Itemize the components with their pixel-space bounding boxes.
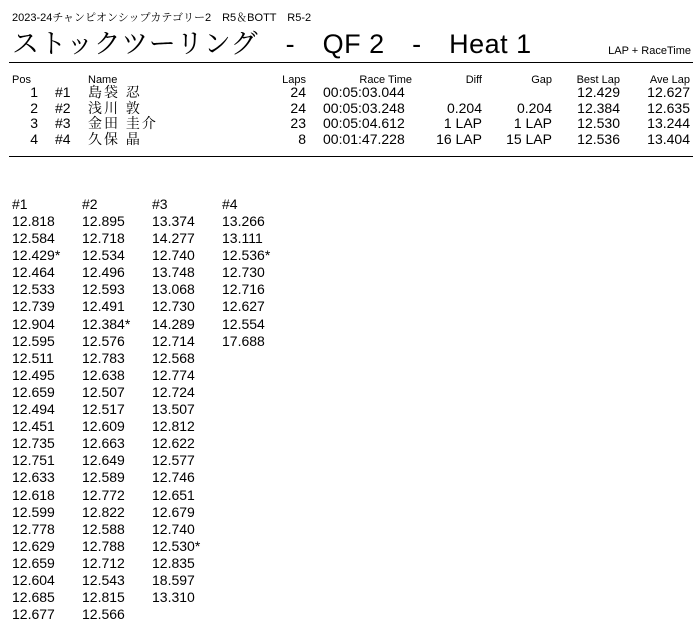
lap-time: 12.895	[82, 213, 125, 229]
lap-time: 12.712	[82, 554, 125, 571]
lap-time: 12.584	[12, 230, 55, 247]
result-gap: 15 LAP	[506, 130, 552, 147]
lap-time: 12.533	[12, 281, 55, 298]
result-ave-lap: 13.404	[647, 130, 690, 147]
lap-time: 12.783	[82, 349, 125, 366]
lap-time: 12.904	[12, 315, 55, 332]
result-gap: 1 LAP	[513, 115, 552, 131]
lap-time: 12.638	[82, 366, 125, 383]
lap-time: 12.618	[12, 486, 55, 503]
lap-time: 13.266	[222, 213, 265, 229]
lap-time: 13.310	[152, 589, 195, 606]
lap-column	[82, 196, 152, 623]
lap-time: 12.554	[222, 315, 265, 332]
result-race-time: 00:05:04.612	[323, 115, 405, 131]
lap-time: 12.651	[152, 486, 195, 503]
lap-time: 14.289	[152, 315, 195, 332]
result-race-time: 00:05:03.248	[323, 99, 405, 116]
result-race-time: 00:05:03.044	[323, 84, 405, 100]
lap-time: 12.739	[12, 298, 55, 315]
result-laps: 24	[290, 99, 306, 116]
lap-time: 12.609	[82, 418, 125, 435]
result-best-lap: 12.384	[577, 99, 620, 116]
result-diff: 0.204	[446, 99, 482, 116]
lap-time: 12.724	[152, 383, 195, 400]
lap-time: 12.491	[82, 298, 125, 315]
lap-time: 12.633	[12, 469, 55, 486]
result-pos: 1	[30, 84, 38, 100]
lap-time: 12.835	[152, 554, 195, 571]
result-row	[10, 85, 692, 101]
lap-column-header: #3	[152, 196, 168, 212]
result-pos: 2	[30, 99, 38, 116]
column-header-pos: Pos	[12, 74, 31, 86]
result-driver-name: 浅川 敦	[88, 99, 142, 116]
result-ave-lap: 13.244	[647, 115, 690, 131]
report-type-label: LAP + RaceTime	[608, 45, 691, 57]
result-race-time: 00:01:47.228	[323, 130, 405, 147]
lap-time: 12.536*	[222, 247, 271, 264]
lap-time: 12.629	[12, 537, 55, 554]
result-car-number: #3	[55, 115, 71, 131]
lap-time: 12.588	[82, 520, 125, 537]
lap-column-header: #4	[222, 196, 238, 212]
column-header-name: Name	[88, 74, 118, 86]
lap-time: 12.534	[82, 247, 125, 264]
result-driver-name: 島袋 忍	[88, 84, 142, 100]
results-table	[10, 71, 692, 147]
result-diff: 16 LAP	[436, 130, 482, 147]
result-best-lap: 12.530	[577, 115, 620, 131]
lap-time: 12.774	[152, 366, 195, 383]
lap-time: 13.507	[152, 401, 195, 418]
lap-time: 12.730	[152, 298, 195, 315]
lap-column-header: #1	[12, 196, 28, 212]
lap-time: 14.277	[152, 230, 195, 247]
lap-time: 12.818	[12, 213, 55, 229]
lap-time: 12.627	[222, 298, 265, 315]
lap-time: 18.597	[152, 571, 195, 588]
column-header-ave-lap: Ave Lap	[649, 74, 690, 86]
result-laps: 8	[298, 130, 306, 147]
lap-time: 12.495	[12, 366, 55, 383]
lap-time: 12.778	[12, 520, 55, 537]
lap-time: 12.566	[82, 606, 125, 623]
lap-time: 12.577	[152, 452, 195, 469]
results-bottom-rule	[9, 156, 693, 157]
lap-time: 12.718	[82, 230, 125, 247]
result-ave-lap: 12.627	[647, 84, 690, 100]
lap-time: 12.464	[12, 264, 55, 281]
lap-time: 12.659	[12, 383, 55, 400]
result-pos: 4	[30, 130, 38, 147]
lap-column	[12, 196, 82, 623]
lap-time: 12.812	[152, 418, 195, 435]
lap-time: 12.568	[152, 349, 195, 366]
lap-time: 12.740	[152, 247, 195, 264]
result-laps: 24	[290, 84, 306, 100]
lap-time: 13.068	[152, 281, 195, 298]
lap-time: 12.822	[82, 503, 125, 520]
lap-time: 12.679	[152, 503, 195, 520]
lap-time: 12.451	[12, 418, 55, 435]
lap-time: 12.772	[82, 486, 125, 503]
lap-time: 12.384*	[82, 315, 131, 332]
result-driver-name: 久保 晶	[88, 130, 142, 147]
lap-time: 12.530*	[152, 537, 201, 554]
lap-time: 12.659	[12, 554, 55, 571]
result-best-lap: 12.429	[577, 84, 620, 100]
lap-time: 17.688	[222, 332, 265, 349]
lap-time: 12.599	[12, 503, 55, 520]
lap-time: 12.716	[222, 281, 265, 298]
results-header-row	[10, 71, 692, 85]
lap-time: 12.511	[12, 349, 54, 366]
lap-time: 12.685	[12, 589, 55, 606]
result-pos: 3	[30, 115, 38, 131]
lap-time: 13.748	[152, 264, 195, 281]
lap-time: 12.649	[82, 452, 125, 469]
event-subtitle: 2023-24チャンピオンシップカテゴリー2 R5＆BOTT R5-2	[12, 12, 312, 24]
lap-time: 12.815	[82, 589, 125, 606]
result-row	[10, 132, 692, 148]
results-top-rule	[9, 62, 693, 63]
lap-time: 12.746	[152, 469, 195, 486]
lap-time: 12.663	[82, 435, 125, 452]
column-header-best-lap: Best Lap	[576, 74, 620, 86]
lap-column-header: #2	[82, 196, 98, 212]
result-gap: 0.204	[516, 99, 552, 116]
lap-time: 12.589	[82, 469, 125, 486]
result-laps: 23	[290, 115, 306, 131]
lap-time: 12.788	[82, 537, 125, 554]
result-car-number: #4	[55, 130, 71, 147]
column-header-gap: Gap	[531, 74, 552, 86]
result-driver-name: 金田 圭介	[88, 115, 158, 131]
lap-time: 12.604	[12, 571, 55, 588]
lap-time: 12.714	[152, 332, 195, 349]
lap-time: 13.111	[222, 230, 263, 247]
lap-time: 12.496	[82, 264, 125, 281]
result-diff: 1 LAP	[443, 115, 482, 131]
result-car-number: #1	[55, 84, 71, 100]
column-header-laps: Laps	[282, 74, 306, 86]
column-header-race-time: Race Time	[359, 74, 412, 86]
lap-time: 12.429*	[12, 247, 61, 264]
result-ave-lap: 12.635	[647, 99, 690, 116]
result-row	[10, 101, 692, 117]
lap-time: 12.735	[12, 435, 55, 452]
lap-time: 12.543	[82, 571, 125, 588]
lap-time: 12.677	[12, 606, 55, 623]
lap-time: 12.494	[12, 401, 55, 418]
lap-column	[152, 196, 222, 606]
lap-time: 12.593	[82, 281, 125, 298]
lap-time: 12.517	[82, 401, 125, 418]
result-best-lap: 12.536	[577, 130, 620, 147]
lap-column	[222, 196, 292, 350]
lap-time: 12.730	[222, 264, 265, 281]
result-car-number: #2	[55, 99, 71, 116]
lap-time: 12.751	[12, 452, 55, 469]
lap-time: 13.374	[152, 213, 195, 229]
lap-time: 12.740	[152, 520, 195, 537]
lap-time: 12.507	[82, 383, 125, 400]
page-title: ストックツーリング - QF 2 - Heat 1	[12, 29, 532, 59]
lap-time: 12.576	[82, 332, 125, 349]
lap-time: 12.595	[12, 332, 55, 349]
lap-time: 12.622	[152, 435, 195, 452]
column-header-diff: Diff	[465, 74, 482, 86]
result-row	[10, 116, 692, 132]
